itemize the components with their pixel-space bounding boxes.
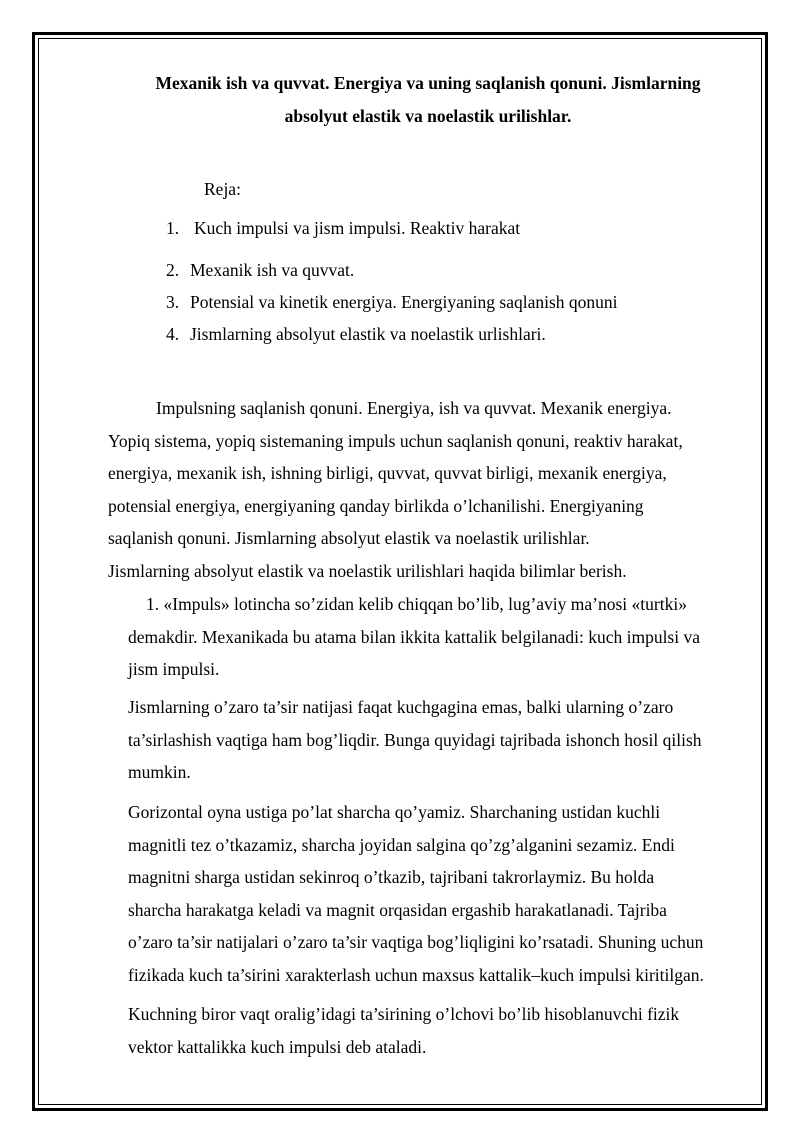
plan-item: [166, 258, 354, 282]
intro-paragraph: [108, 392, 683, 588]
body-paragraph: [128, 796, 704, 992]
title-line: absolyut elastik va noelastik urilishlar.: [284, 106, 572, 126]
text-line: 1. «Impuls» lotincha so’zidan kelib chiqqan bo’lib, lug’aviy ma’nosi «turtki»: [146, 594, 687, 614]
text-line: Jismlarning absolyut elastik va noelastik urilishlari haqida bilimlar berish.: [108, 560, 627, 581]
text-line: fizikada kuch ta’sirini xarakterlash uchun maxsus kattalik–kuch impulsi kiritilgan.: [128, 964, 704, 985]
text-line: ta’sirlashish vaqtiga ham bog’liqdir. Bunga quyidagi tajribada ishonch hosil qilish: [128, 729, 702, 750]
text-line: mumkin.: [128, 762, 191, 783]
plan-item-number: 2.: [166, 260, 180, 280]
text-line: demakdir. Mexanikada bu atama bilan ikkita kattalik belgilanadi: kuch impulsi va: [128, 626, 700, 647]
text-line: o’zaro ta’sir natijalari o’zaro ta’sir vaqtiga bog’liqligini ko’rsatadi. Shuning uchun: [128, 932, 704, 953]
text-line: sharcha harakatga keladi va magnit orqasidan ergashib harakatlanadi. Tajriba: [128, 899, 667, 920]
plan-item: [166, 216, 520, 240]
text-line: saqlanish qonuni. Jismlarning absolyut elastik va noelastik urilishlar.: [108, 528, 590, 549]
plan-item-text: Mexanik ish va quvvat.: [190, 260, 355, 280]
plan-item-number: 1.: [166, 218, 180, 238]
text-line: energiya, mexanik ish, ishning birligi, quvvat, quvvat birligi, mexanik energiya,: [108, 463, 667, 484]
plan-item: [166, 322, 546, 346]
plan-item-number: 4.: [166, 324, 180, 344]
body-paragraph: [128, 691, 702, 789]
plan-heading: Reja:: [204, 179, 241, 199]
text-line: potensial energiya, energiyaning qanday birlikda o’lchanilishi. Energiyaning: [108, 495, 644, 516]
plan-item-text: Jismlarning absolyut elastik va noelastik urlishlari.: [190, 324, 546, 344]
section-1-paragraph: [128, 588, 700, 686]
document-title: [110, 67, 746, 133]
title-line: Mexanik ish va quvvat. Energiya va uning saqlanish qonuni. Jismlarning: [155, 73, 701, 93]
text-line: Kuchning biror vaqt oralig’idagi ta’sirining o’lchovi bo’lib hisoblanuvchi fizik: [128, 1004, 680, 1024]
plan-item-number: 3.: [166, 292, 180, 312]
body-paragraph: [128, 998, 679, 1063]
text-line: Gorizontal oyna ustiga po’lat sharcha qo’yamiz. Sharchaning ustidan kuchli: [128, 802, 661, 822]
text-line: Jismlarning o’zaro ta’sir natijasi faqat kuchgagina emas, balki ularning o’zaro: [128, 697, 674, 717]
text-line: Impulsning saqlanish qonuni. Energiya, ish va quvvat. Mexanik energiya.: [156, 398, 672, 418]
plan-item-text: Kuch impulsi va jism impulsi. Reaktiv harakat: [194, 218, 521, 238]
plan-item: [166, 290, 618, 314]
text-line: jism impulsi.: [128, 659, 220, 680]
text-line: vektor kattalikka kuch impulsi deb ataladi.: [128, 1036, 427, 1057]
text-line: Yopiq sistema, yopiq sistemaning impuls uchun saqlanish qonuni, reaktiv harakat,: [108, 430, 683, 451]
text-line: magnitli tez o’tkazamiz, sharcha joyidan salgina qo’zg’alganini sezamiz. Endi: [128, 834, 675, 855]
text-line: magnitni sharga ustidan sekinroq o’tkazib, tajribani takrorlaymiz. Bu holda: [128, 867, 655, 888]
plan-item-text: Potensial va kinetik energiya. Energiyaning saqlanish qonuni: [190, 292, 618, 312]
